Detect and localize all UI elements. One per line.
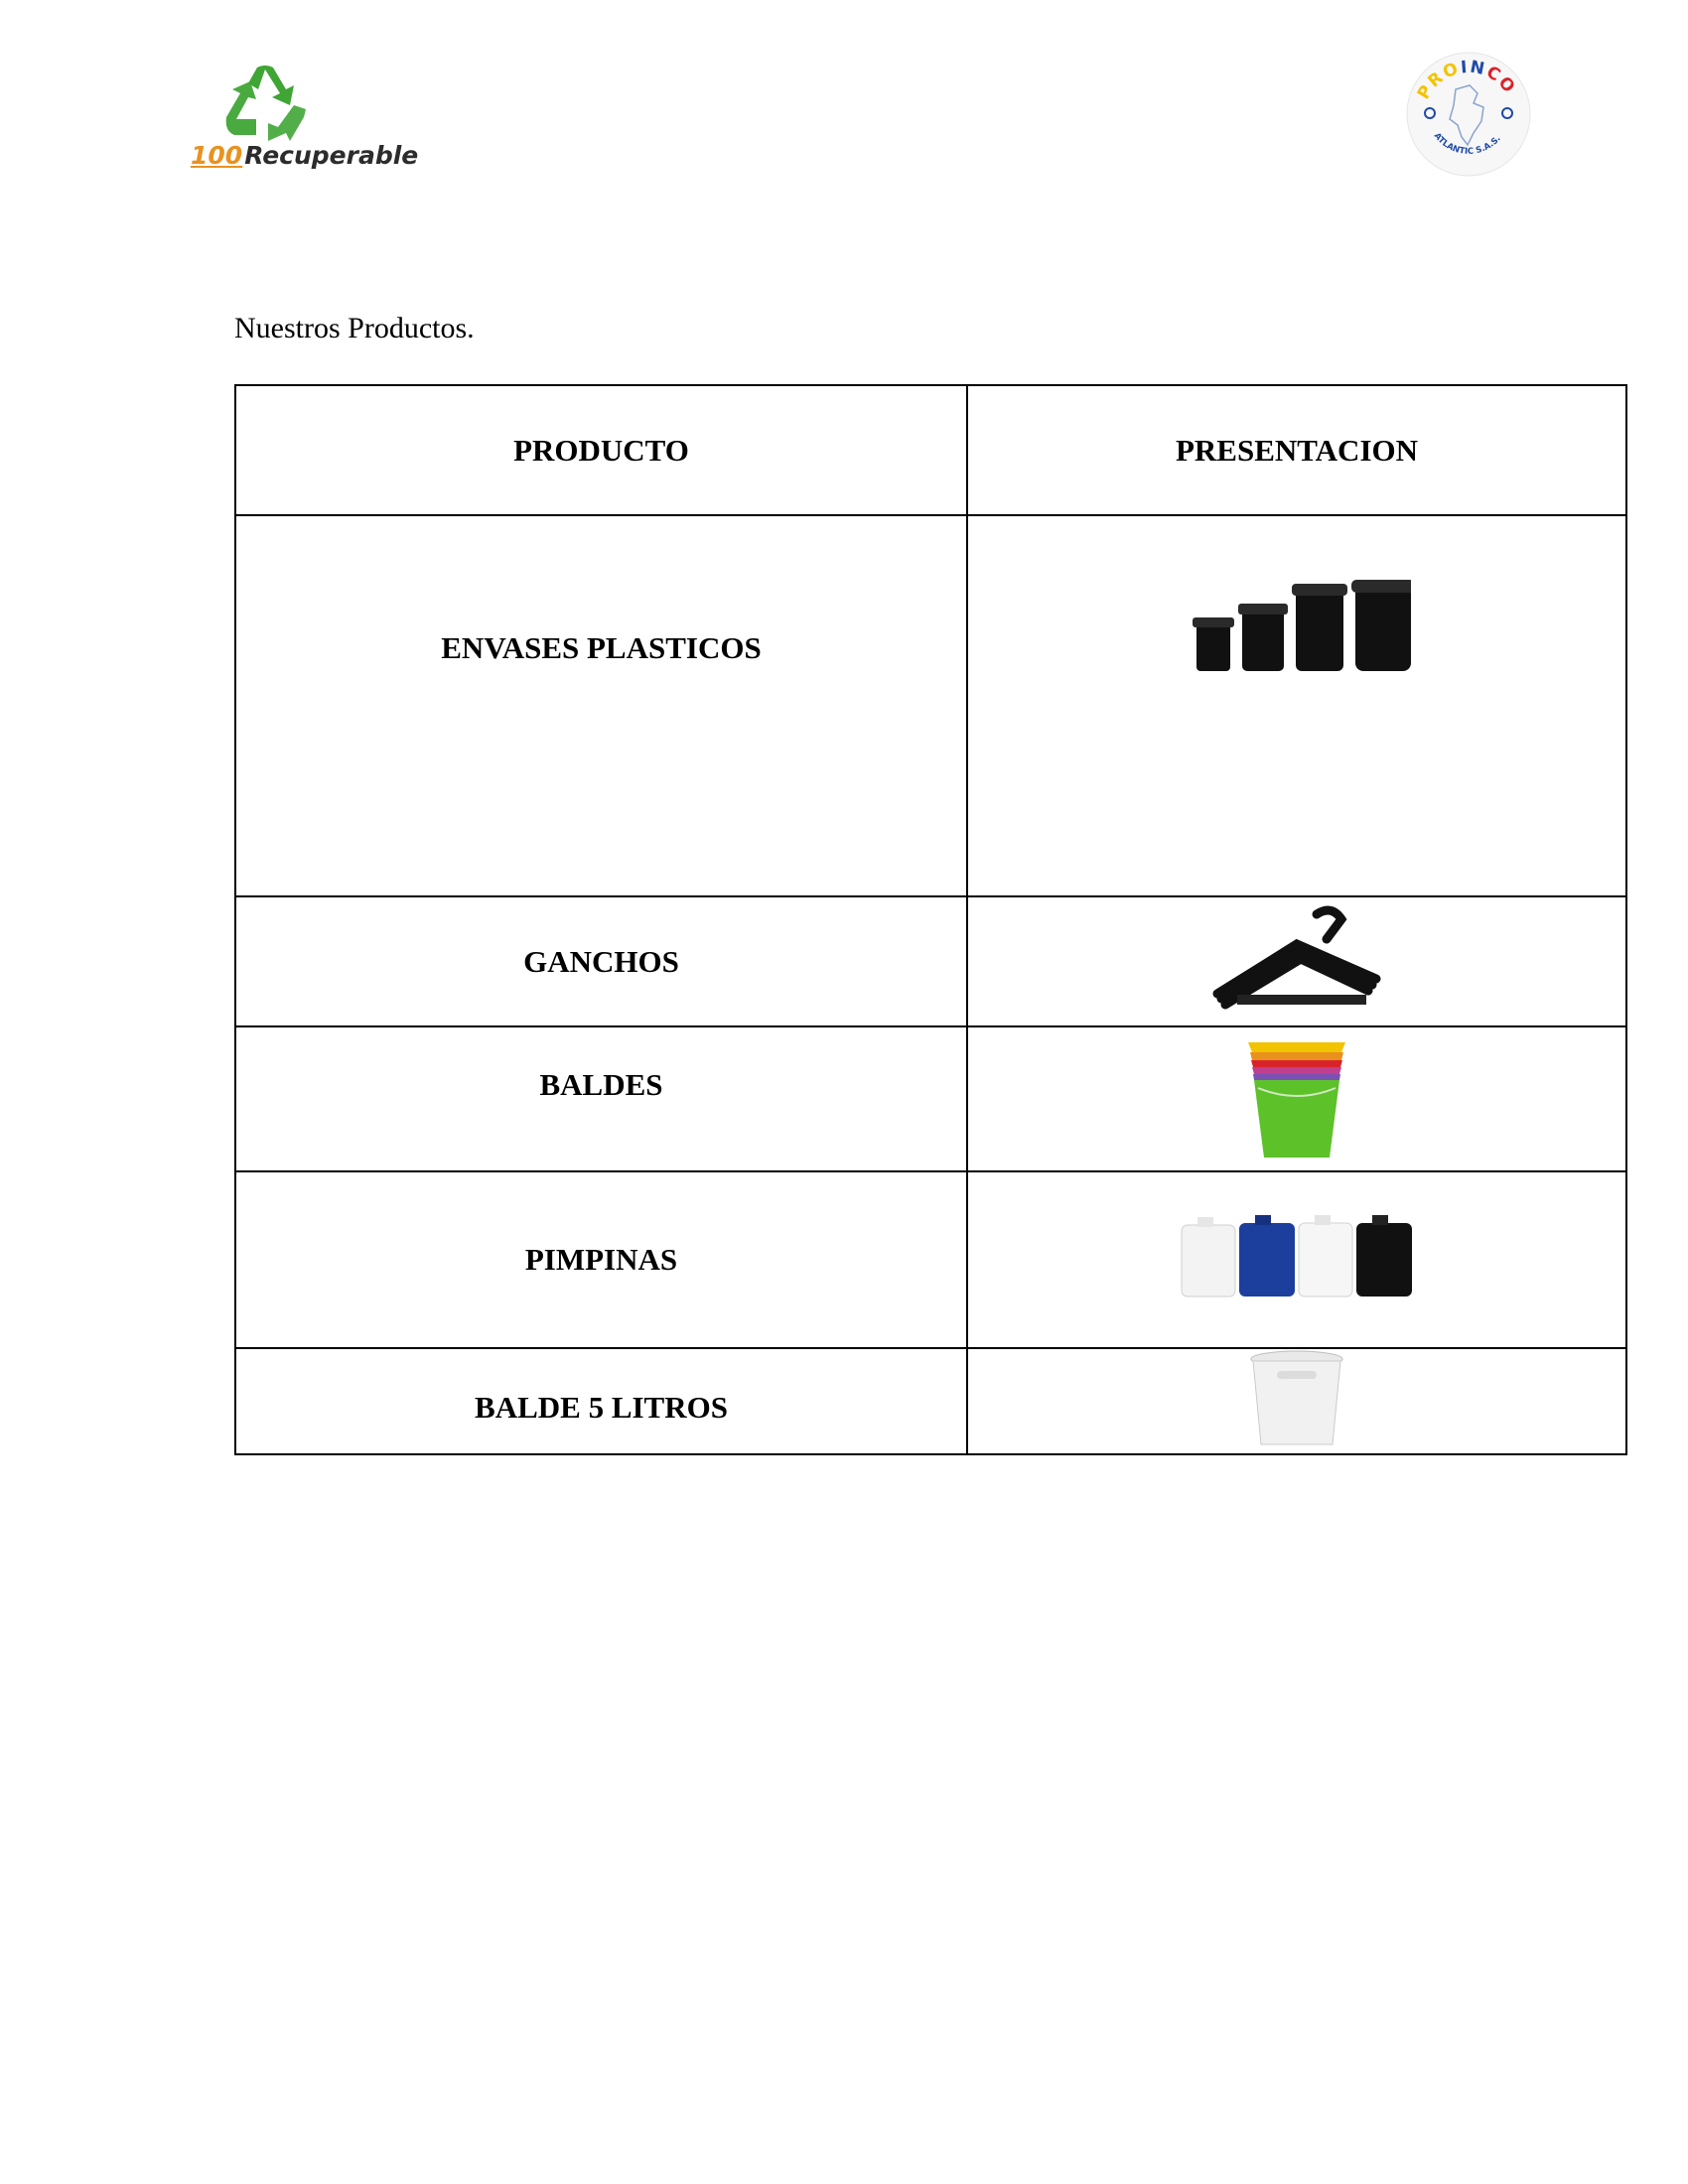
product-name: BALDES <box>539 1067 663 1102</box>
product-name: GANCHOS <box>235 896 967 1026</box>
black-hangers-image <box>1207 899 1386 1019</box>
table-row <box>235 1171 1626 1348</box>
product-name: ENVASES PLASTICOS <box>441 630 762 665</box>
colored-buckets-image <box>1242 1032 1351 1161</box>
white-bucket-image <box>1247 1349 1346 1448</box>
products-table <box>234 384 1627 1455</box>
black-plastic-containers-image <box>1183 572 1411 681</box>
logo-number: 100 <box>191 141 243 170</box>
svg-text:ATLANTIC S.A.S.: ATLANTIC S.A.S. <box>1431 131 1503 157</box>
page-heading: Nuestros Productos. <box>234 312 475 344</box>
product-name: BALDE 5 LITROS <box>475 1390 728 1425</box>
recuperable-logo <box>191 66 419 175</box>
header-producto: PRODUCTO <box>235 385 967 515</box>
jerrycans-image <box>1178 1213 1416 1302</box>
table-row <box>235 1348 1626 1454</box>
table-header-row <box>235 385 1626 515</box>
table-row <box>235 515 1626 896</box>
table-row <box>235 1026 1626 1171</box>
product-name: PIMPINAS <box>235 1171 967 1348</box>
recycle-icon <box>220 66 310 141</box>
proinco-logo <box>1404 50 1533 179</box>
table-row <box>235 896 1626 1026</box>
logo-text: Recuperable <box>244 141 419 170</box>
header-presentacion: PRESENTACION <box>967 385 1626 515</box>
svg-text:PROINCO: PROINCO <box>1413 57 1520 103</box>
